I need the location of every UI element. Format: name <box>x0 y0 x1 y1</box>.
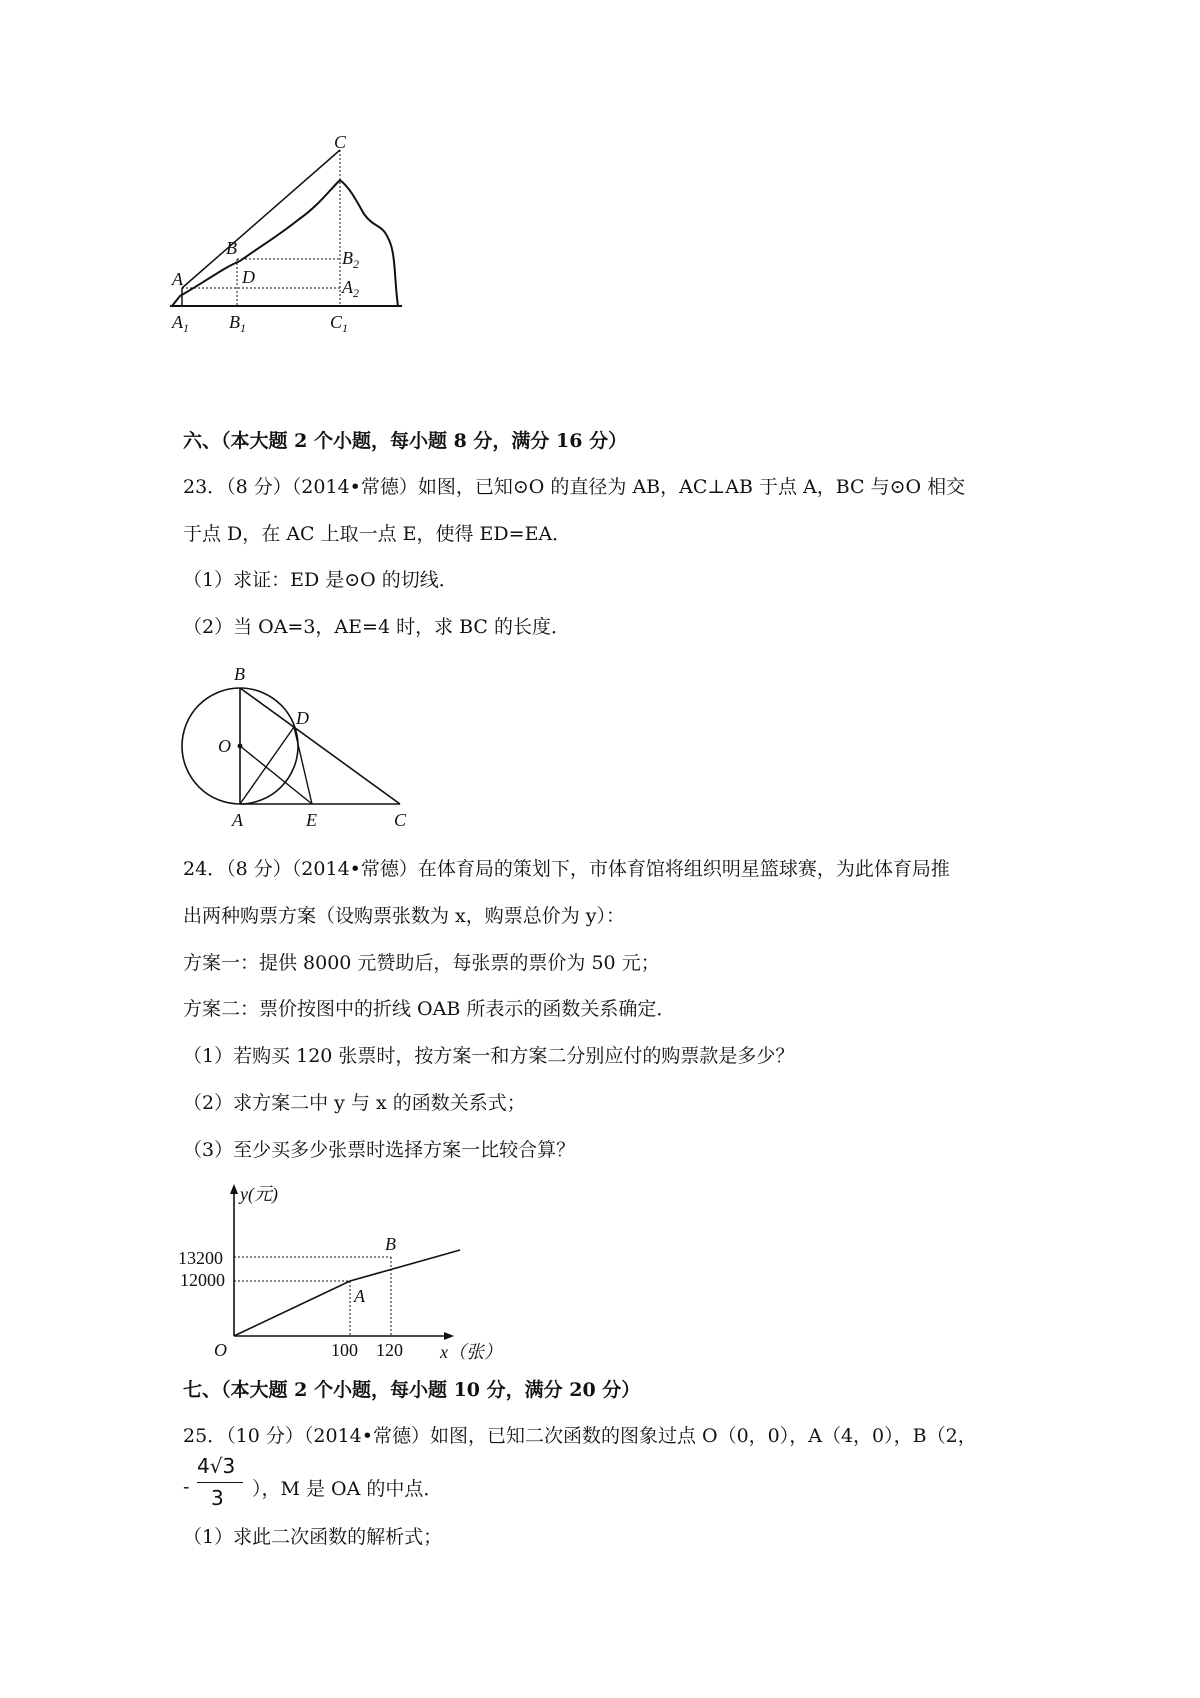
x-tick-100: 100 <box>331 1340 358 1360</box>
q25-line1: 25．（10 分）（2014•常德）如图，已知二次函数的图象过点 O（0，0），A（4，0），B（2， <box>183 1425 977 1447</box>
x-axis-label: x（张） <box>440 1342 502 1360</box>
x-tick-120: 120 <box>376 1340 403 1360</box>
q24-line2: 出两种购票方案（设购票张数为 x，购票总价为 y）： <box>183 905 626 927</box>
q24-plan1: 方案一：提供 8000 元赞助后，每张票的票价为 50 元； <box>183 952 660 974</box>
y-tick-13200: 13200 <box>178 1248 223 1268</box>
label-B: B <box>226 238 237 258</box>
label-B1: $B_1$ <box>229 312 246 335</box>
label-D: D <box>242 267 255 287</box>
q25-sub1: （1）求此二次函数的解析式； <box>183 1526 443 1548</box>
q23-sub1: （1）求证：ED 是⊙O 的切线． <box>183 569 458 591</box>
fraction-denominator: 3 <box>211 1486 224 1510</box>
y-tick-12000: 12000 <box>180 1270 225 1290</box>
y-axis-label: y(元) <box>240 1184 278 1204</box>
label-C: C <box>394 810 407 830</box>
section-6-heading: 六、（本大题 2 个小题，每小题 8 分，满分 16 分） <box>183 430 628 452</box>
label-A1: $A_1$ <box>172 312 189 335</box>
fraction-minus: - <box>183 1476 190 1498</box>
q25-line2: ），M 是 OA 的中点． <box>252 1478 443 1500</box>
q23-line2: 于点 D，在 AC 上取一点 E，使得 ED=EA． <box>183 523 572 545</box>
mountain-figure <box>168 128 428 348</box>
label-A: A <box>232 810 243 830</box>
label-E: E <box>306 810 317 830</box>
origin-label: O <box>214 1340 227 1360</box>
label-B: B <box>234 664 245 684</box>
label-O: O <box>218 736 231 756</box>
fraction-neg-4root3-over-3 <box>183 1452 263 1514</box>
label-C: C <box>334 132 347 152</box>
q24-plan2: 方案二：票价按图中的折线 OAB 所表示的函数关系确定． <box>183 998 676 1020</box>
label-D: D <box>296 708 309 728</box>
fraction-bar <box>197 1482 243 1483</box>
point-A-label: A <box>354 1286 365 1306</box>
ticket-price-graph <box>178 1180 518 1360</box>
q24-line1: 24．（8 分）（2014•常德）在体育局的策划下，市体育馆将组织明星篮球赛，为此体育局推 <box>183 858 950 880</box>
label-A2: $A_2$ <box>342 277 359 300</box>
circle-figure <box>170 660 430 830</box>
q23-sub2: （2）当 OA=3，AE=4 时，求 BC 的长度． <box>183 616 571 638</box>
label-B2: $B_2$ <box>342 248 359 271</box>
q24-sub3: （3）至少买多少张票时选择方案一比较合算？ <box>183 1139 576 1161</box>
label-C1: $C_1$ <box>330 312 349 335</box>
point-B-label: B <box>385 1234 396 1254</box>
label-A: A <box>172 269 183 289</box>
q24-sub1: （1）若购买 120 张票时，按方案一和方案二分别应付的购票款是多少？ <box>183 1045 795 1067</box>
q24-sub2: （2）求方案二中 y 与 x 的函数关系式； <box>183 1092 526 1114</box>
fraction-numerator: 4√3 <box>197 1454 236 1478</box>
q23-line1: 23．（8 分）（2014•常德）如图，已知⊙O 的直径为 AB，AC⊥AB 于点 A，BC 与⊙O 相交 <box>183 476 966 498</box>
section-7-heading: 七、（本大题 2 个小题，每小题 10 分，满分 20 分） <box>183 1379 641 1401</box>
